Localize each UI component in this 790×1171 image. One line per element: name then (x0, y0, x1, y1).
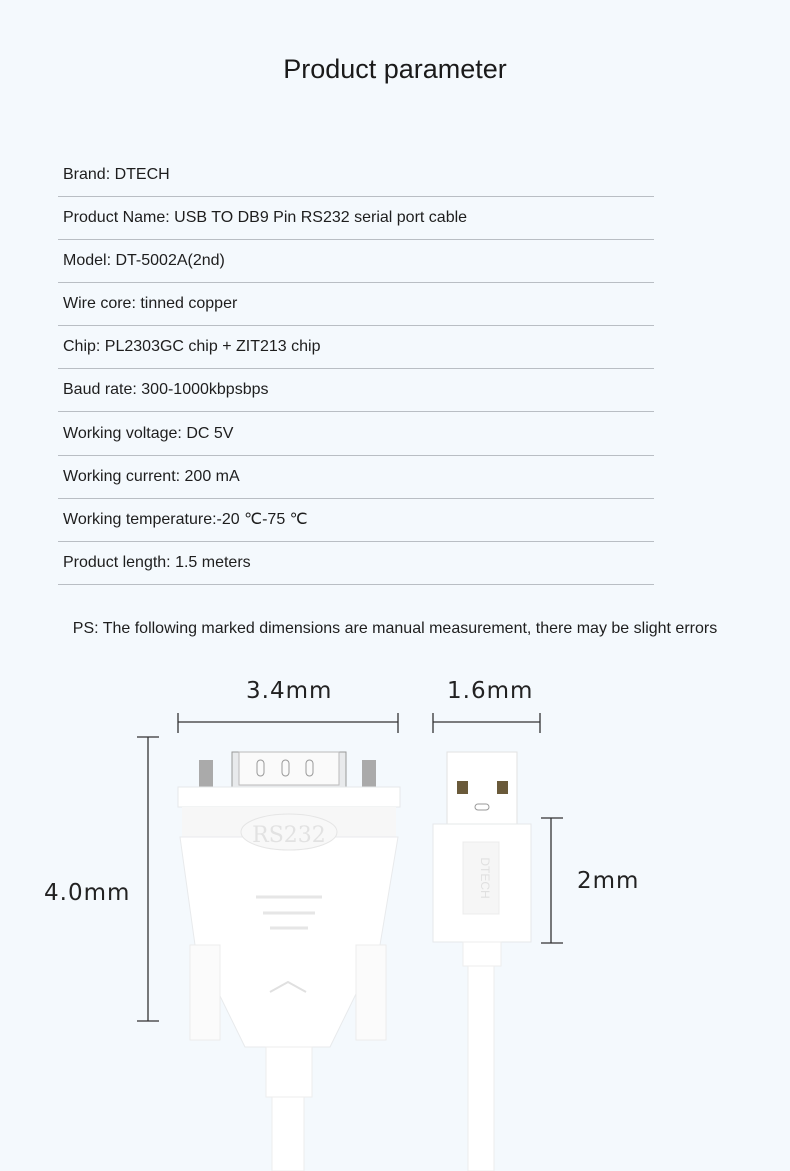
param-text: Working voltage: DC 5V (63, 425, 234, 442)
param-text: Brand: DTECH (63, 166, 170, 183)
db9-width-label: 3.4mm (246, 678, 333, 704)
param-text: Working temperature:-20 ℃-75 ℃ (63, 511, 308, 528)
usb-width-label: 1.6mm (447, 678, 534, 704)
db9-connector (178, 752, 400, 1171)
param-text: Wire core: tinned copper (63, 295, 238, 312)
param-text: Working current: 200 mA (63, 468, 240, 485)
db9-height-label: 4.0mm (44, 880, 131, 906)
param-text: Product length: 1.5 meters (63, 554, 251, 571)
param-text: Baud rate: 300-1000kbpsbps (63, 381, 269, 398)
measurement-note: PS: The following marked dimensions are manual measurement, there may be slight errors (72, 620, 718, 637)
db9-label: RS232 (252, 823, 326, 848)
param-text: Chip: PL2303GC chip + ZIT213 chip (63, 338, 321, 355)
page-title: Product parameter (283, 54, 507, 84)
usb-height-label: 2mm (577, 868, 640, 894)
usb-label: DTECH (478, 857, 492, 899)
param-text: Model: DT-5002A(2nd) (63, 252, 225, 269)
usb-connector (433, 752, 531, 1171)
param-text: Product Name: USB TO DB9 Pin RS232 serial port cable (63, 209, 468, 226)
